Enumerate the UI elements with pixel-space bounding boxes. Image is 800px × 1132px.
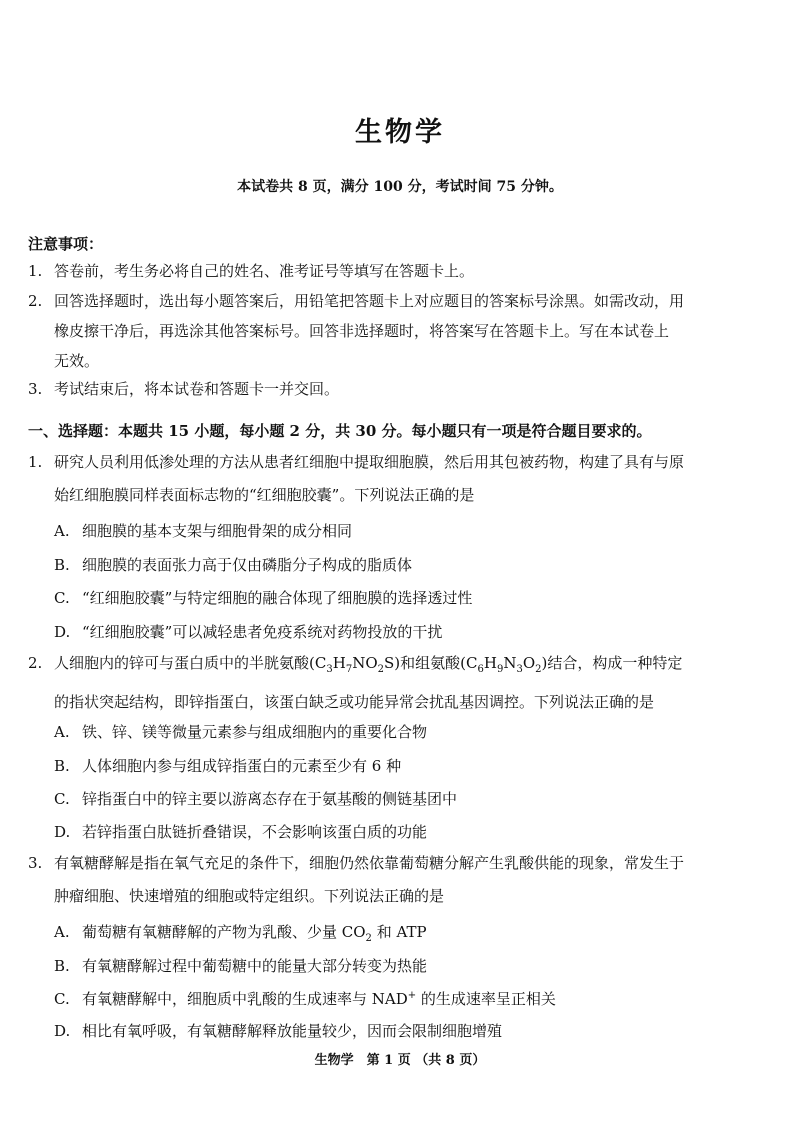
question-2: 2. 人细胞内的锌可与蛋白质中的半胱氨酸$(C_3H_7NO_2S)$和组氨酸$(C_6H_9N_3O_2)$结合，构成一种特定 的指状突起结构，即锌指蛋白，该蛋白缺乏或功能异常会扰乱基因调控。下列说法正确的是 xyxy=(28,654,683,711)
question-3: 3. 有氧糖酵解是指在氧气充足的条件下，细胞仍然依靠葡萄糖分解产生乳酸供能的现象，常发生于 肿瘤细胞、快速增殖的细胞或特定组织。下列说法正确的是 xyxy=(28,854,685,905)
section-heading: 一、选择题：本题共 15 小题，每小题 2 分，共 30 分。每小题只有一项是符合题目要求的。 xyxy=(28,422,652,440)
page-footer: 生物学 第 1 页 （共 8 页） xyxy=(314,1053,486,1068)
question-2-option-c: C. 锌指蛋白中的锌主要以游离态存在于氨基酸的侧链基团中 xyxy=(54,790,458,808)
note-item: 2. 回答选择题时，选出每小题答案后，用铅笔把答题卡上对应题目的答案标号涂黑。如需改动，用 橡皮擦干净后，再选涂其他答案标号。回答非选择题时，将答案写在答题卡上。写在本试卷上 无效。 xyxy=(28,292,685,370)
question-1-option-c: C. “红细胞胶囊”与特定细胞的融合体现了细胞膜的选择透过性 xyxy=(54,589,473,607)
page-title: 生物学 xyxy=(355,117,445,148)
question-3-option-d: D. 相比有氧呼吸，有氧糖酵解释放能量较少，因而会限制细胞增殖 xyxy=(54,1022,503,1040)
question-3-option-b: B. 有氧糖酵解过程中葡萄糖中的能量大部分转变为热能 xyxy=(54,957,428,975)
note-item: 1. 答卷前，考生务必将自己的姓名、准考证号等填写在答题卡上。 xyxy=(28,262,475,280)
question-1-option-a: A. 细胞膜的基本支架与细胞骨架的成分相同 xyxy=(54,522,353,540)
question-1: 1. 研究人员利用低渗处理的方法从患者红细胞中提取细胞膜，然后用其包被药物，构建了具有与原 始红细胞膜同样表面标志物的“红细胞胶囊”。下列说法正确的是 xyxy=(28,453,685,504)
question-2-option-a: A. 铁、锌、镁等微量元素参与组成细胞内的重要化合物 xyxy=(54,723,428,741)
question-1-option-b: B. 细胞膜的表面张力高于仅由磷脂分子构成的脂质体 xyxy=(54,556,413,574)
question-3-option-c: C. 有氧糖酵解中，细胞质中乳酸的生成速率与 NAD+ 的生成速率呈正相关 xyxy=(54,990,556,1008)
question-2-option-d: D. 若锌指蛋白肽链折叠错误，不会影响该蛋白质的功能 xyxy=(54,823,428,841)
question-3-option-a: A. 葡萄糖有氧糖酵解的产物为乳酸、少量 $CO_2$ 和 ATP xyxy=(54,923,427,944)
notes-heading: 注意事项： xyxy=(28,235,104,253)
question-2-option-b: B. 人体细胞内参与组成锌指蛋白的元素至少有 6 种 xyxy=(54,757,402,775)
question-1-option-d: D. “红细胞胶囊”可以减轻患者免疫系统对药物投放的干扰 xyxy=(54,623,443,641)
note-item: 3. 考试结束后，将本试卷和答题卡一并交回。 xyxy=(28,380,340,398)
exam-info: 本试卷共 8 页，满分 100 分，考试时间 75 分钟。 xyxy=(237,179,563,195)
